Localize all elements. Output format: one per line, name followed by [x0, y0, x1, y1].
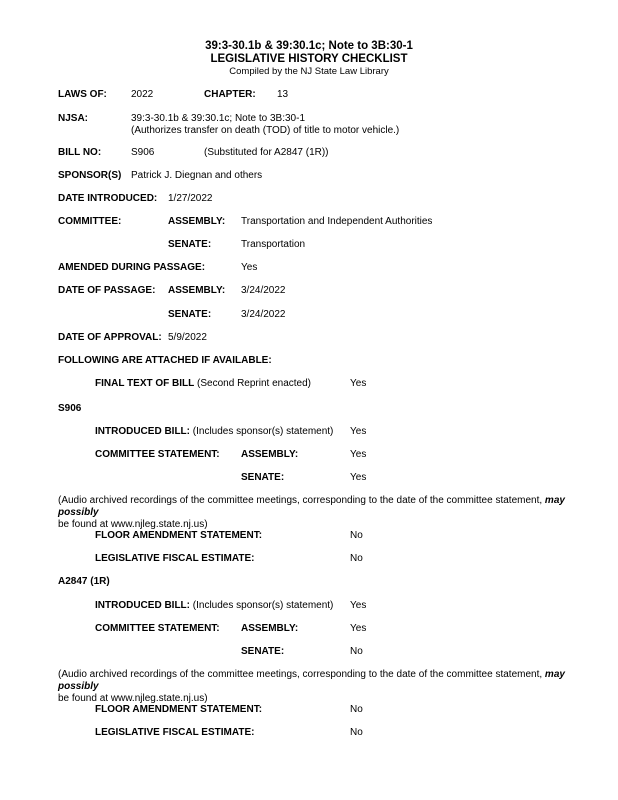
final-text-row	[95, 378, 311, 390]
s906-floor-value: No	[350, 530, 363, 541]
date-of-passage-label: DATE OF PASSAGE:	[58, 285, 156, 296]
s906-introduced-row	[95, 426, 333, 438]
a2847-floor-value: No	[350, 704, 363, 715]
a2847-introduced-note: (Includes sponsor(s) statement)	[192, 600, 334, 611]
s906-assembly-label: ASSEMBLY:	[241, 449, 299, 460]
a2847-floor-label: FLOOR AMENDMENT STATEMENT:	[95, 704, 263, 715]
a2847-fiscal-value: No	[350, 727, 363, 738]
s906-heading: S906	[58, 403, 82, 414]
committee-label: COMMITTEE:	[58, 216, 122, 227]
s906-introduced-value: Yes	[350, 426, 367, 437]
date-introduced-label: DATE INTRODUCED:	[58, 193, 158, 204]
final-text-note: (Second Reprint enacted)	[197, 378, 312, 389]
chapter-label: CHAPTER:	[204, 89, 256, 100]
passage-senate-label: SENATE:	[168, 309, 212, 320]
date-of-approval-label: DATE OF APPROVAL:	[58, 332, 162, 343]
s906-audio-note	[58, 495, 603, 531]
s906-assembly-value: Yes	[350, 449, 367, 460]
bill-no-value: S906	[131, 147, 155, 158]
a2847-senate-label: SENATE:	[241, 646, 285, 657]
committee-senate-label: SENATE:	[168, 239, 212, 250]
compiled-by: Compiled by the NJ State Law Library	[229, 66, 389, 77]
a2847-introduced-row	[95, 600, 333, 612]
chapter-value: 13	[277, 89, 289, 100]
date-of-approval-value: 5/9/2022	[168, 332, 207, 343]
passage-senate-value: 3/24/2022	[241, 309, 286, 320]
s906-introduced-label: INTRODUCED BILL:	[95, 426, 190, 437]
committee-assembly-value: Transportation and Independent Authorities	[241, 216, 433, 227]
a2847-audio-post: be found at www.njleg.state.nj.us)	[58, 693, 208, 704]
s906-fiscal-label: LEGISLATIVE FISCAL ESTIMATE:	[95, 553, 255, 564]
njsa-label: NJSA:	[58, 113, 89, 124]
a2847-audio-pre: (Audio archived recordings of the committee meetings, corresponding to the date of the committee statement,	[58, 669, 545, 680]
s906-committee-statement-label: COMMITTEE STATEMENT:	[95, 449, 220, 460]
a2847-assembly-value: Yes	[350, 623, 367, 634]
s906-senate-value: Yes	[350, 472, 367, 483]
bill-no-note: (Substituted for A2847 (1R))	[204, 147, 329, 158]
a2847-heading: A2847 (1R)	[58, 576, 110, 587]
a2847-senate-value: No	[350, 646, 363, 657]
laws-of-value: 2022	[131, 89, 154, 100]
committee-assembly-label: ASSEMBLY:	[168, 216, 226, 227]
sponsor-label: SPONSOR(S)	[58, 170, 122, 181]
laws-of-label: LAWS OF:	[58, 89, 107, 100]
passage-assembly-label: ASSEMBLY:	[168, 285, 226, 296]
njsa-line2: (Authorizes transfer on death (TOD) of title to motor vehicle.)	[131, 125, 400, 136]
s906-floor-label: FLOOR AMENDMENT STATEMENT:	[95, 530, 263, 541]
a2847-introduced-label: INTRODUCED BILL:	[95, 600, 190, 611]
passage-assembly-value: 3/24/2022	[241, 285, 286, 296]
date-introduced-value: 1/27/2022	[168, 193, 213, 204]
document-title: 39:3-30.1b & 39:30.1c; Note to 3B:30-1	[205, 40, 413, 52]
njsa-line1: 39:3-30.1b & 39:30.1c; Note to 3B:30-1	[131, 113, 306, 124]
amended-value: Yes	[241, 262, 258, 273]
s906-audio-post: be found at www.njleg.state.nj.us)	[58, 519, 208, 530]
a2847-introduced-value: Yes	[350, 600, 367, 611]
final-text-label: FINAL TEXT OF BILL	[95, 378, 195, 389]
attached-header: FOLLOWING ARE ATTACHED IF AVAILABLE:	[58, 355, 272, 366]
sponsor-value: Patrick J. Diegnan and others	[131, 170, 263, 181]
document-subtitle: LEGISLATIVE HISTORY CHECKLIST	[210, 53, 408, 65]
a2847-audio-note	[58, 669, 603, 705]
s906-senate-label: SENATE:	[241, 472, 285, 483]
s906-introduced-note: (Includes sponsor(s) statement)	[192, 426, 334, 437]
a2847-assembly-label: ASSEMBLY:	[241, 623, 299, 634]
a2847-fiscal-label: LEGISLATIVE FISCAL ESTIMATE:	[95, 727, 255, 738]
a2847-audio-emphasis: may possibly	[58, 669, 565, 692]
final-text-value: Yes	[350, 378, 367, 389]
bill-no-label: BILL NO:	[58, 147, 102, 158]
a2847-committee-statement-label: COMMITTEE STATEMENT:	[95, 623, 220, 634]
committee-senate-value: Transportation	[241, 239, 306, 250]
s906-audio-pre: (Audio archived recordings of the committee meetings, corresponding to the date of the committee statement,	[58, 495, 545, 506]
amended-label: AMENDED DURING PASSAGE:	[58, 262, 206, 273]
s906-fiscal-value: No	[350, 553, 363, 564]
s906-audio-emphasis: may possibly	[58, 495, 565, 518]
